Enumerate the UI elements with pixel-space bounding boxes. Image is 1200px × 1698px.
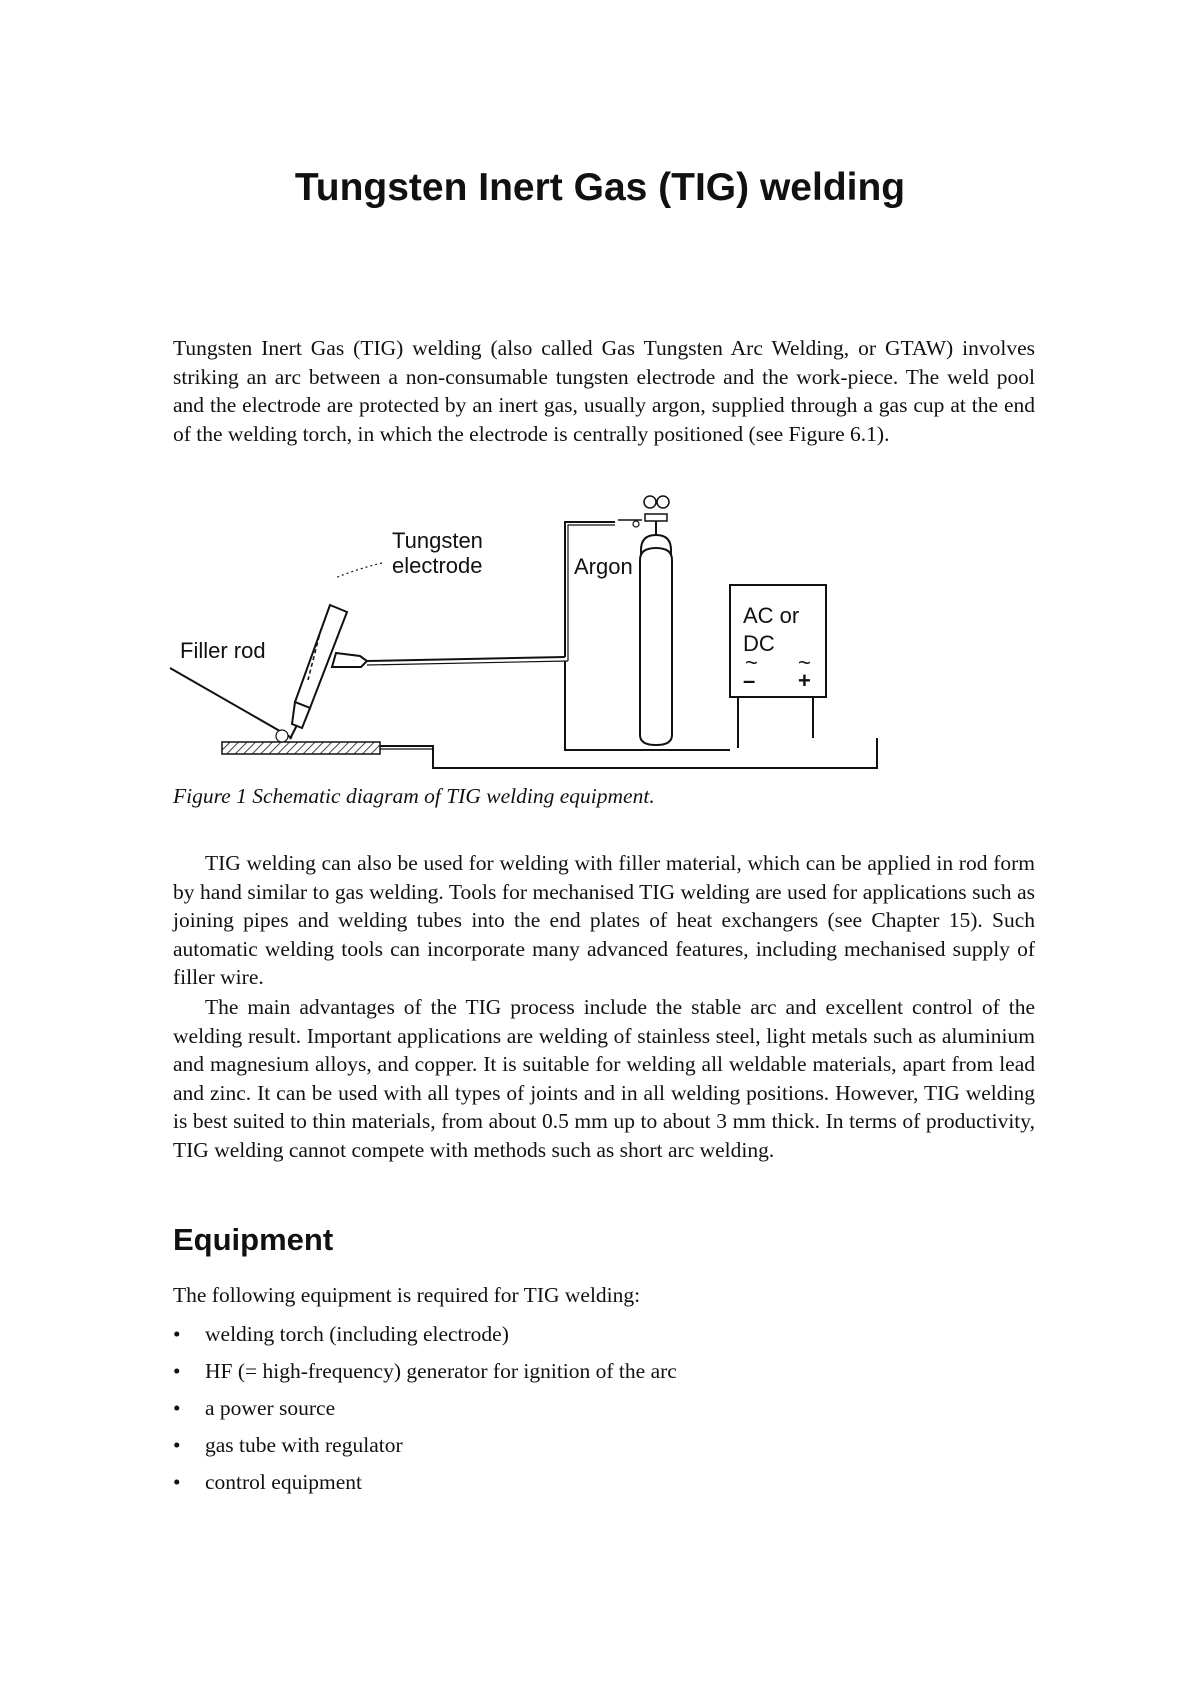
gas-hose [565,522,615,657]
filler-rod [170,668,292,738]
list-item [173,1320,677,1357]
figure-caption: Figure 1 Schematic diagram of TIG welding equipment. [173,784,655,808]
tig-schematic-figure [170,530,910,780]
tungsten-electrode [290,725,297,739]
electrode-leader-line [335,563,382,578]
bullet-icon: • [173,1396,181,1420]
page-title: Tungsten Inert Gas (TIG) welding [294,166,906,209]
tig-schematic-diagram [170,530,910,780]
welding-torch [290,605,568,739]
tungsten-label: Tungsten [392,528,483,553]
equipment-intro: The following equipment is required for TIG welding: [173,1283,641,1307]
electrode-label: electrode [392,553,483,578]
tilde-plus-label: ~ [798,650,811,675]
tilde-minus-label: ~ [745,650,758,675]
intro-paragraph: Tungsten Inert Gas (TIG) welding (also called Gas Tungsten Arc Welding, or GTAW) involves striking an arc between a non-consumable tungsten electrode and the work-piece. The weld pool and the electrode are protected by an inert gas, usually argon, supplied through a gas cup at the end of the welding torch, in which the electrode is centrally positioned (see Figure 6.1). [173,336,1035,446]
list-item [173,1357,677,1394]
argon-label: Argon [574,554,633,579]
minus-terminal-label: – [743,668,756,693]
list-item [173,1394,677,1431]
bullet-icon: • [173,1433,181,1457]
argon-cylinder [618,496,672,745]
bullet-icon: • [173,1322,181,1346]
list-item [173,1431,677,1468]
list-item-text: HF (= high-frequency) generator for ignition of the arc [205,1359,677,1383]
dc-label: DC [743,631,775,656]
bullet-icon: • [173,1359,181,1383]
list-item [173,1468,677,1505]
plus-terminal-label: + [798,668,811,693]
filler-rod-label: Filler rod [180,638,266,663]
bullet-icon: • [173,1470,181,1494]
list-item-text: welding torch (including electrode) [205,1322,509,1346]
work-lead-cable [380,738,877,768]
arc-spot [276,730,288,742]
workpiece-plate [222,742,380,754]
list-item-text: gas tube with regulator [205,1433,403,1457]
ac-or-label: AC or [743,603,800,628]
equipment-list [173,1320,677,1505]
paragraph-2: TIG welding can also be used for welding with filler material, which can be applied in rod form by hand similar to gas welding. Tools for mechanised TIG welding are used for applications such as joining pipes and welding tubes into the end plates of heat exchangers (see Chapter 15). Such automatic welding tools can incorporate many advanced features, including mechanised supply of filler wire. [173,851,1035,990]
list-item-text: a power source [205,1396,336,1420]
paragraph-3: The main advantages of the TIG process include the stable arc and excellent control of the welding result. Important applications are welding of stainless steel, light metals such as aluminium and magnesium alloys, and copper. It is suitable for welding all weldable materials, apart from lead and zinc. It can be used with all types of joints and in all welding positions. However, TIG welding is best suited to thin materials, from about 0.5 mm up to about 3 mm thick. In terms of productivity, TIG welding cannot compete with methods such as short arc welding. [173,995,1035,1162]
equipment-heading: Equipment [173,1222,334,1257]
list-item-text: control equipment [205,1470,363,1494]
